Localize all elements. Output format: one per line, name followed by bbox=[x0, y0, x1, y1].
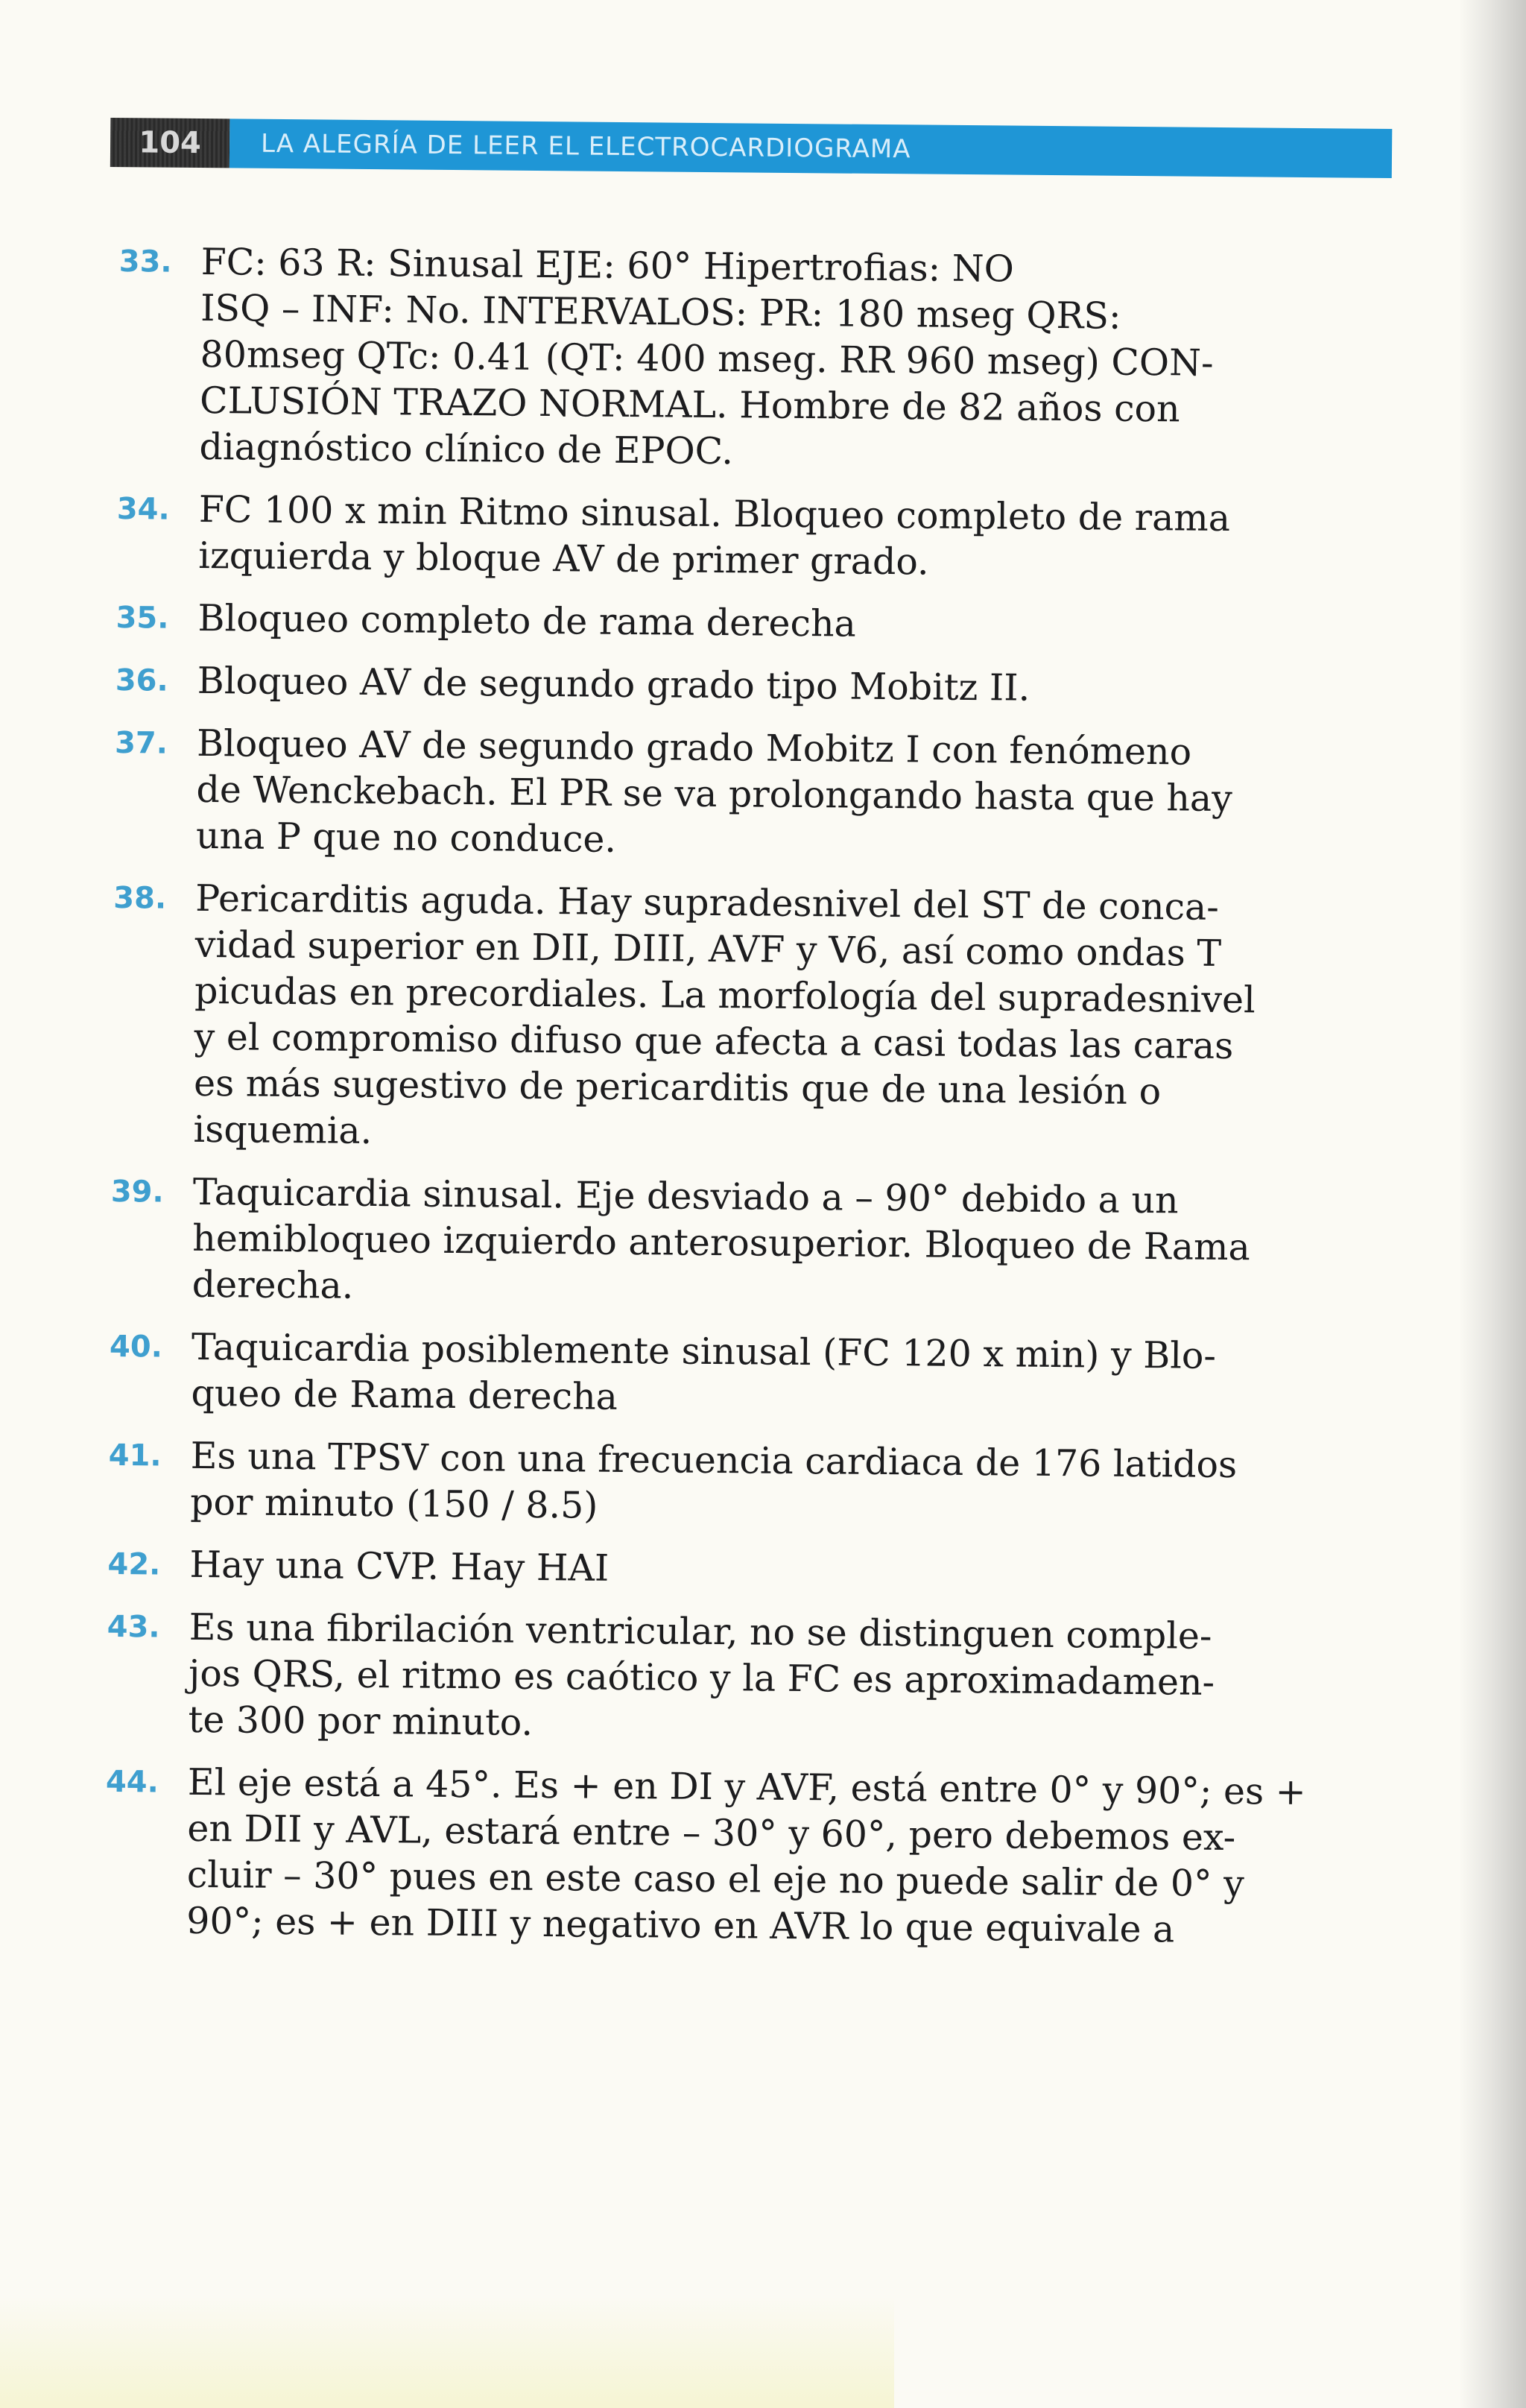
answer-text-line: CLUSIÓN TRAZO NORMAL. Hombre de 82 años con bbox=[199, 379, 1180, 431]
answer-text-line: picudas en precordiales. La morfología del supradesnivel bbox=[194, 969, 1256, 1022]
answer-text-line: derecha. bbox=[191, 1263, 354, 1307]
answer-text-line: Es una TPSV con una frecuencia cardiaca de 176 latidos bbox=[190, 1434, 1238, 1487]
answer-number: 43. bbox=[107, 1609, 160, 1645]
answer-text-line: Bloqueo completo de rama derecha bbox=[197, 596, 857, 645]
answer-text-line: isquemia. bbox=[193, 1107, 373, 1153]
answer-text bbox=[197, 658, 1397, 715]
answer-text bbox=[198, 487, 1399, 590]
answer-text bbox=[196, 721, 1397, 870]
answer-number: 40. bbox=[109, 1329, 163, 1365]
answer-number: 37. bbox=[114, 725, 168, 761]
answer-number: 34. bbox=[116, 491, 170, 527]
running-title: LA ALEGRÍA DE LEER EL ELECTROCARDIOGRAMA bbox=[229, 118, 1393, 178]
answer-text-line: por minuto (150 / 8.5) bbox=[189, 1480, 598, 1527]
answer-text-line: FC 100 x min Ritmo sinusal. Bloqueo completo de rama bbox=[198, 487, 1231, 540]
answer-text-line: Es una fibrilación ventricular, no se distinguen comple- bbox=[189, 1605, 1212, 1658]
answer-item bbox=[106, 1604, 1389, 1754]
answer-text bbox=[188, 1605, 1389, 1754]
answer-number: 33. bbox=[118, 244, 172, 279]
answer-text bbox=[197, 595, 1397, 652]
answer-text-line: Taquicardia sinusal. Eje desviado a – 90° debido a un bbox=[192, 1170, 1179, 1222]
answer-number: 38. bbox=[113, 880, 167, 916]
answer-text-line: es más sugestivo de pericarditis que de una lesión o bbox=[193, 1061, 1162, 1113]
answer-text-line: 90°; es + en DIII y negativo en AVR lo que equivale a bbox=[186, 1899, 1175, 1951]
answer-text-line: en DII y AVL, estará entre – 30° y 60°, pero debemos ex- bbox=[187, 1807, 1236, 1859]
answer-text-line: jos QRS, el ritmo es caótico y la FC es aproximadamen- bbox=[188, 1652, 1215, 1704]
answer-item bbox=[114, 720, 1397, 870]
answer-number: 39. bbox=[110, 1174, 164, 1210]
answer-number: 44. bbox=[105, 1764, 159, 1800]
answer-item bbox=[115, 657, 1397, 715]
answer-number: 35. bbox=[115, 600, 169, 636]
answer-text-line: hemibloqueo izquierdo anterosuperior. Bloqueo de Rama bbox=[192, 1216, 1250, 1269]
answer-text-line: El eje está a 45°. Es + en DI y AVF, está entre 0° y 90°; es + bbox=[187, 1760, 1306, 1813]
answer-text-line: FC: 63 R: Sinusal EJE: 60° Hipertrofias: NO bbox=[200, 240, 1015, 291]
answer-item bbox=[109, 1324, 1391, 1427]
page-number: 104 bbox=[110, 118, 230, 168]
answer-text bbox=[199, 239, 1401, 481]
answer-number: 41. bbox=[108, 1438, 162, 1473]
answer-text bbox=[190, 1433, 1390, 1536]
answer-text-line: vidad superior en DII, DIII, AVF y V6, así como ondas T bbox=[194, 923, 1222, 975]
answer-item bbox=[107, 1541, 1389, 1599]
answer-text-line: Taquicardia posiblemente sinusal (FC 120 x min) y Blo- bbox=[191, 1325, 1217, 1377]
answer-text bbox=[186, 1760, 1387, 1955]
answer-text-line: de Wenckebach. El PR se va prolongando hasta que hay bbox=[196, 768, 1233, 821]
running-header bbox=[110, 118, 1393, 197]
answer-item bbox=[110, 1169, 1393, 1318]
answer-text-line: una P que no conduce. bbox=[195, 814, 617, 861]
answer-text bbox=[191, 1169, 1393, 1318]
answer-text-line: Bloqueo AV de segundo grado Mobitz I con fenómeno bbox=[196, 721, 1192, 774]
answers-list bbox=[104, 238, 1401, 1971]
answer-item bbox=[116, 486, 1399, 590]
answer-item bbox=[117, 238, 1401, 481]
answer-text-line: te 300 por minuto. bbox=[188, 1698, 534, 1744]
answer-number: 42. bbox=[107, 1546, 161, 1582]
answer-text-line: diagnóstico clínico de EPOC. bbox=[199, 425, 734, 473]
answer-text bbox=[189, 1542, 1389, 1599]
page-bottom-tint bbox=[0, 2296, 894, 2408]
answer-text-line: y el compromiso difuso que afecta a casi todas las caras bbox=[194, 1015, 1234, 1068]
answer-text bbox=[193, 876, 1395, 1163]
answer-text-line: Pericarditis aguda. Hay supradesnivel del ST de conca- bbox=[195, 876, 1220, 929]
answer-text bbox=[191, 1324, 1391, 1427]
page-edge-shadow bbox=[1459, 0, 1526, 2408]
answer-text-line: Hay una CVP. Hay HAI bbox=[189, 1543, 610, 1590]
answer-text-line: Bloqueo AV de segundo grado tipo Mobitz II. bbox=[197, 659, 1030, 710]
answer-number: 36. bbox=[115, 663, 168, 698]
answer-text-line: queo de Rama derecha bbox=[191, 1371, 618, 1418]
answer-text-line: ISQ – INF: No. INTERVALOS: PR: 180 mseg QRS: bbox=[200, 286, 1121, 338]
answer-text-line: 80mseg QTc: 0.41 (QT: 400 mseg. RR 960 mseg) CON- bbox=[200, 332, 1214, 385]
answer-text-line: izquierda y bloque AV de primer grado. bbox=[198, 534, 929, 584]
answer-item bbox=[111, 875, 1395, 1163]
answer-item bbox=[108, 1432, 1390, 1536]
answer-item bbox=[115, 595, 1397, 652]
answer-item bbox=[104, 1759, 1387, 1955]
answer-text-line: cluir – 30° pues en este caso el eje no puede salir de 0° y bbox=[186, 1853, 1245, 1906]
